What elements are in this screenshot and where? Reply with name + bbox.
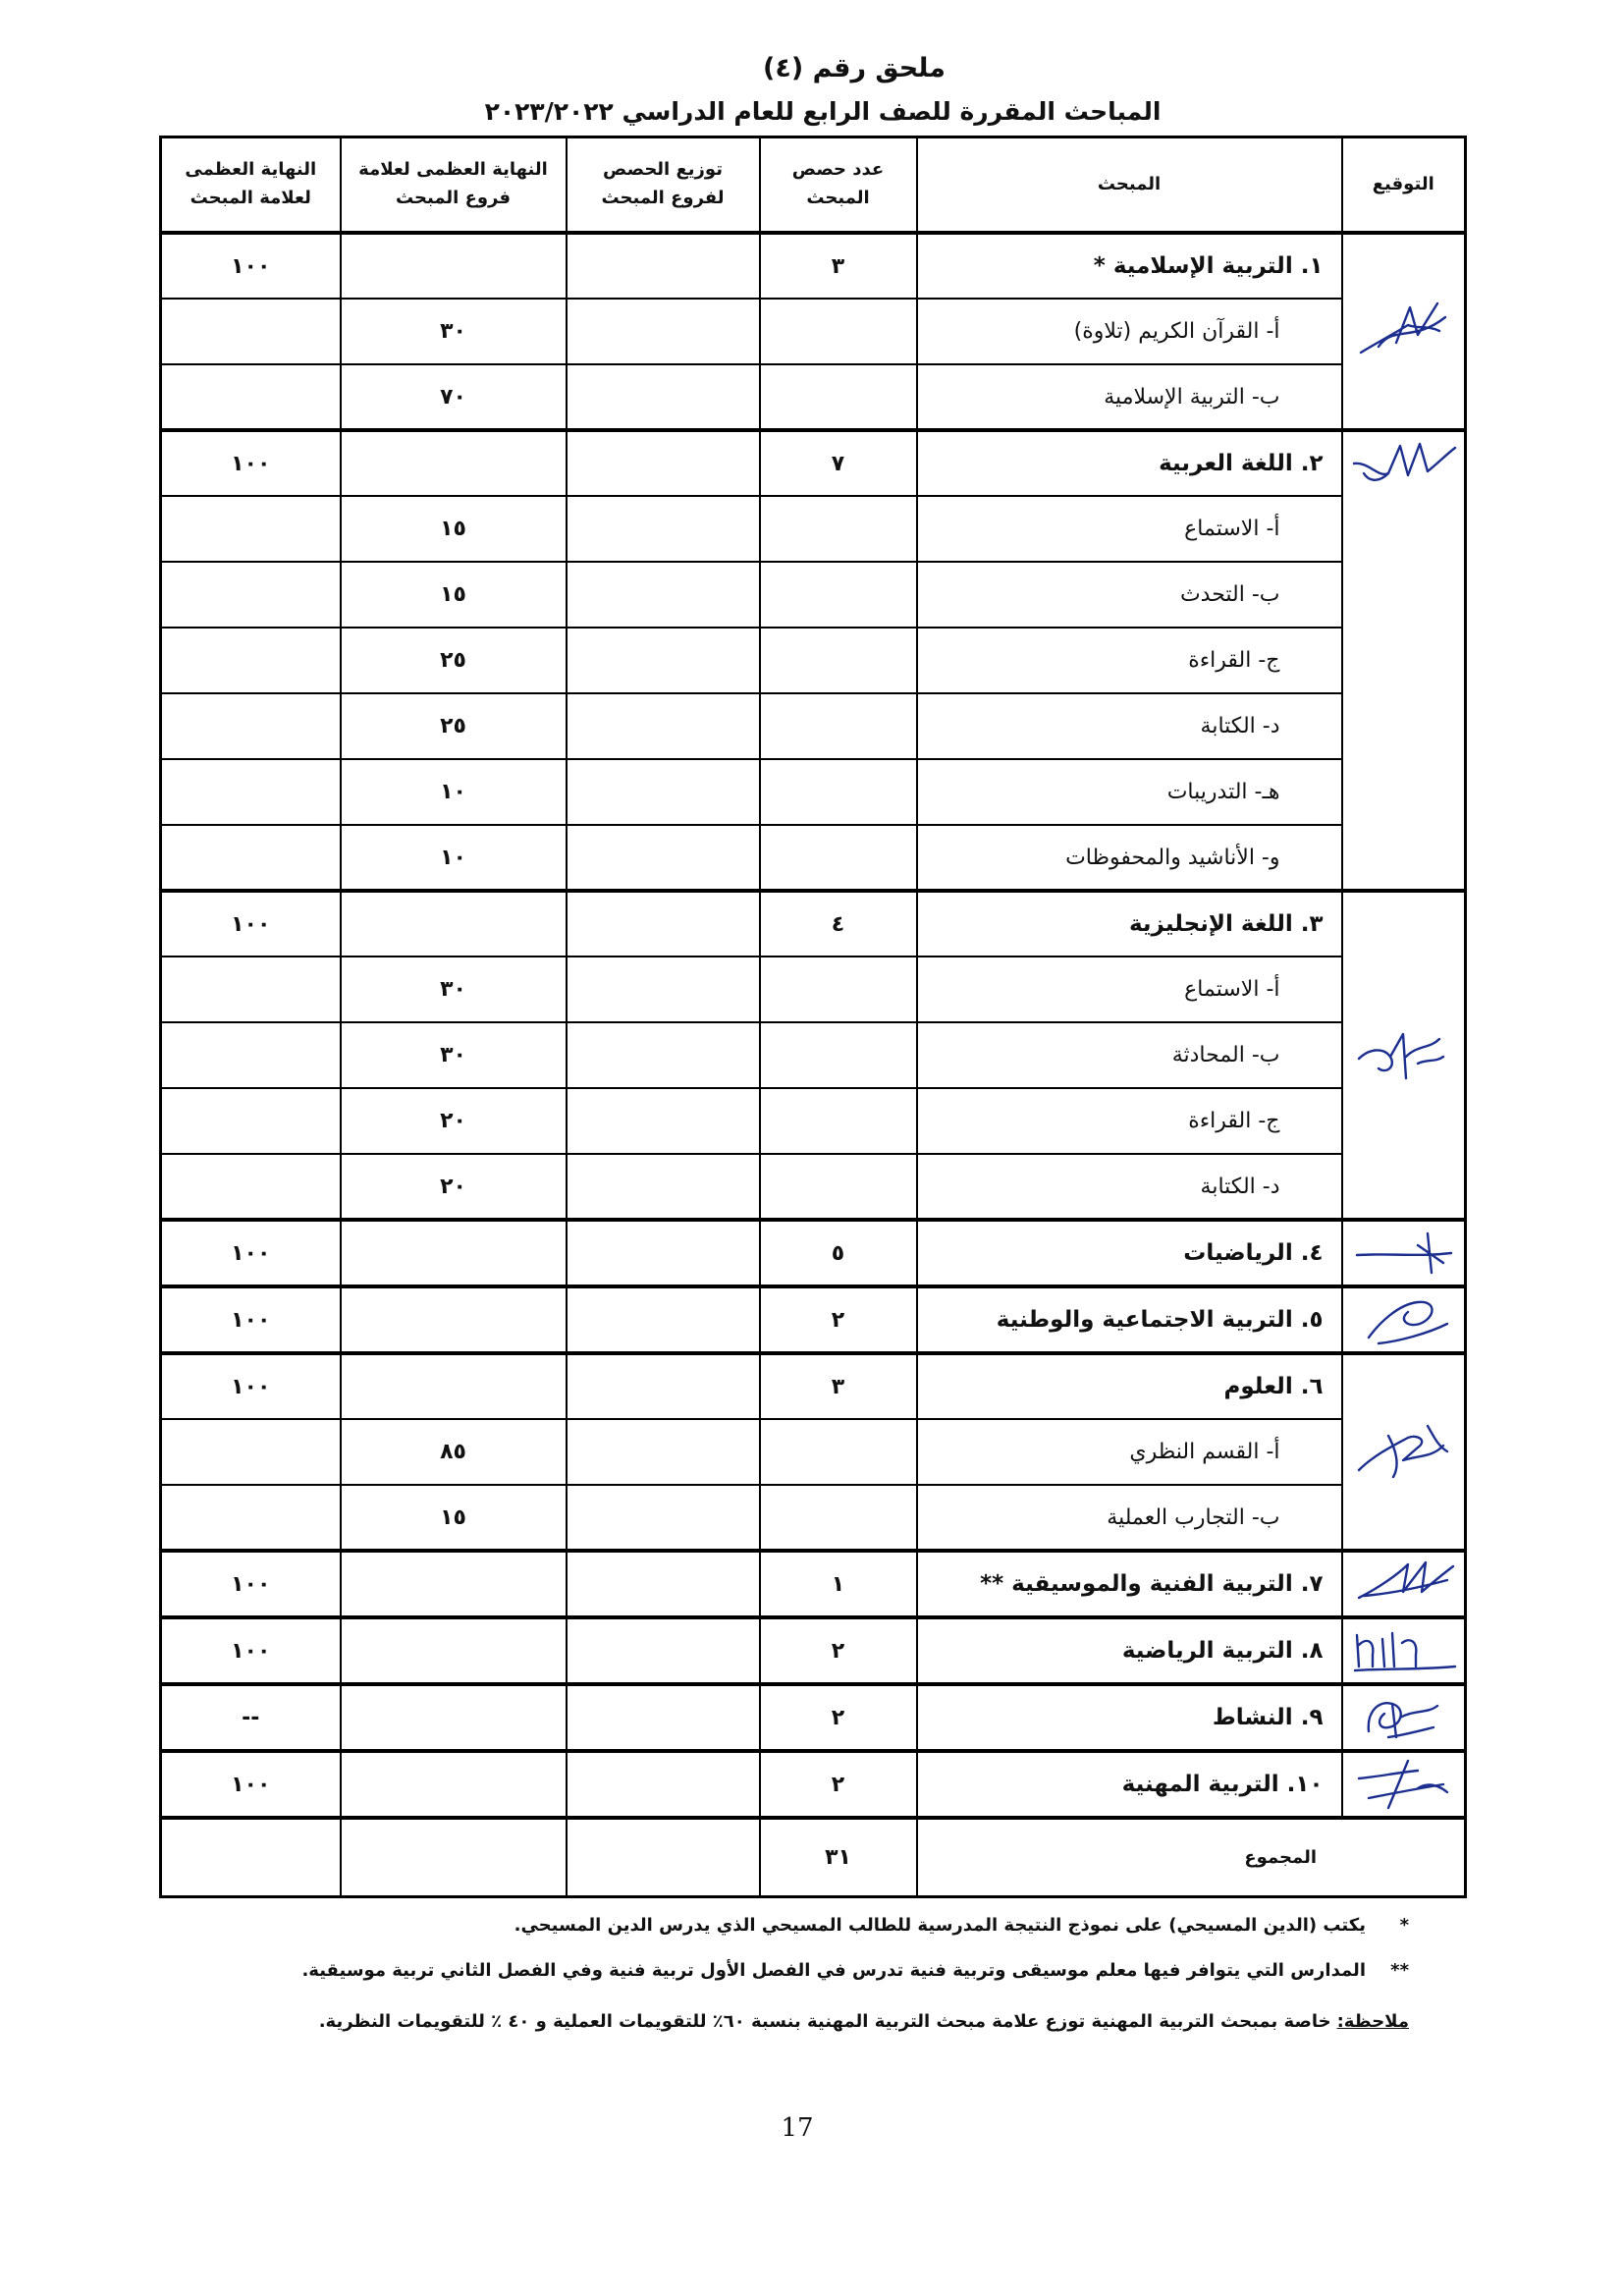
signature-cell: [1342, 1751, 1466, 1818]
signature: [1349, 1288, 1457, 1347]
subject-hours: [760, 1419, 917, 1485]
branch-name: ب- المحادثة: [917, 1022, 1342, 1088]
hours-distribution: [567, 562, 760, 628]
subject-hours: ٤: [760, 891, 917, 957]
branch-max-mark: ١٠: [341, 825, 567, 891]
subject-hours: [760, 759, 917, 825]
subject-hours: [760, 957, 917, 1022]
branch-max-mark: ٢٠: [341, 1154, 567, 1220]
signature-cell: [1342, 1617, 1466, 1684]
subject-max-mark: [161, 496, 341, 562]
subject-row: [161, 430, 1466, 496]
hours-distribution: [567, 1684, 760, 1751]
subject-hours: [760, 1088, 917, 1154]
branch-max-mark: [341, 1751, 567, 1818]
branch-max-mark: ٢٠: [341, 1088, 567, 1154]
signature: [1349, 1416, 1457, 1485]
branch-max-mark: ١٥: [341, 1485, 567, 1551]
subject-hours: ٢: [760, 1684, 917, 1751]
subject-row: [161, 1684, 1466, 1751]
hours-distribution: [567, 299, 760, 364]
header-hours: عدد حصص المبحث: [760, 137, 917, 234]
branch-name: د- الكتابة: [917, 693, 1342, 759]
signature: [1349, 1619, 1457, 1678]
branch-row: [161, 1419, 1466, 1485]
hours-distribution: [567, 1088, 760, 1154]
subject-row: [161, 891, 1466, 957]
branch-name: أ- القرآن الكريم (تلاوة): [917, 299, 1342, 364]
branch-max-mark: [341, 430, 567, 496]
subject-max-mark: [161, 759, 341, 825]
branch-max-mark: [341, 891, 567, 957]
branch-row: [161, 1022, 1466, 1088]
subject-row: [161, 1751, 1466, 1818]
hours-distribution: [567, 628, 760, 693]
signature-cell: [1342, 1353, 1466, 1551]
branch-max-mark: ٣٠: [341, 299, 567, 364]
subject-max-mark: [161, 693, 341, 759]
subject-row: [161, 1551, 1466, 1617]
branch-max-mark: ٢٥: [341, 693, 567, 759]
subject-hours: [760, 1485, 917, 1551]
subject-name: ٨. التربية الرياضية: [917, 1617, 1342, 1684]
branch-max-mark: ١٠: [341, 759, 567, 825]
branch-row: [161, 825, 1466, 891]
branch-max-mark: ١٥: [341, 496, 567, 562]
hours-distribution: [567, 1286, 760, 1353]
footnote-text: المدارس التي يتوافر فيها معلم موسيقى وتربية فنية تدرس في الفصل الأول تربية فنية وفي الفصل الثاني تربية موسيقية.: [301, 1960, 1366, 1981]
page-subtitle: المباحث المقررة للصف الرابع للعام الدراسي ٢٠٢٣/٢٠٢٢: [484, 97, 1162, 126]
subject-max-mark: ١٠٠: [161, 1220, 341, 1286]
branch-row: [161, 1485, 1466, 1551]
branch-max-mark: ١٥: [341, 562, 567, 628]
signature: [1349, 296, 1457, 364]
branch-max-mark: [341, 1684, 567, 1751]
branch-max-mark: [341, 1353, 567, 1419]
subject-hours: [760, 299, 917, 364]
signature: [1349, 1686, 1457, 1745]
branch-row: [161, 562, 1466, 628]
branch-row: [161, 957, 1466, 1022]
subject-name: ١. التربية الإسلامية *: [917, 233, 1342, 299]
branch-max-mark: [341, 1286, 567, 1353]
subject-name: ٢. اللغة العربية: [917, 430, 1342, 496]
branch-name: ب- التجارب العملية: [917, 1485, 1342, 1551]
header-signature: التوقيع: [1342, 137, 1466, 234]
subject-max-mark: ١٠٠: [161, 1751, 341, 1818]
hours-distribution: [567, 1751, 760, 1818]
branch-max-mark: ٢٥: [341, 628, 567, 693]
annex-title: ملحق رقم (٤): [763, 53, 946, 83]
header-row: [161, 137, 1466, 234]
hours-distribution: [567, 364, 760, 430]
hours-distribution: [567, 430, 760, 496]
subject-row: [161, 1617, 1466, 1684]
subject-max-mark: ١٠٠: [161, 1286, 341, 1353]
remark-label: ملاحظة:: [1336, 2011, 1409, 2032]
hours-distribution: [567, 1551, 760, 1617]
footnote-marker: *: [1399, 1915, 1409, 1936]
hours-distribution: [567, 759, 760, 825]
footnote-marker: **: [1390, 1960, 1409, 1981]
signature: [1349, 1753, 1457, 1812]
subject-max-mark: ١٠٠: [161, 430, 341, 496]
branch-max-mark: ٧٠: [341, 364, 567, 430]
hours-distribution: [567, 1220, 760, 1286]
signature-cell: [1342, 1286, 1466, 1353]
subject-hours: [760, 628, 917, 693]
hours-distribution: [567, 1485, 760, 1551]
hours-distribution: [567, 693, 760, 759]
branch-row: [161, 759, 1466, 825]
remark-text: خاصة بمبحث التربية المهنية توزع علامة مبحث التربية المهنية بنسبة ٦٠٪ للتقويمات العملية و ٤٠ ٪ للتقويمات النظرية.: [318, 2011, 1331, 2032]
hours-distribution: [567, 891, 760, 957]
subject-name: ٤. الرياضيات: [917, 1220, 1342, 1286]
subject-name: ٥. التربية الاجتماعية والوطنية: [917, 1286, 1342, 1353]
signature-cell: [1342, 891, 1466, 1220]
subject-max-mark: ١٠٠: [161, 233, 341, 299]
hours-distribution: [567, 1353, 760, 1419]
signature-cell: [1342, 1684, 1466, 1751]
branch-name: ج- القراءة: [917, 628, 1342, 693]
subject-hours: ٢: [760, 1617, 917, 1684]
subject-hours: [760, 693, 917, 759]
subject-max-mark: --: [161, 1684, 341, 1751]
footnote-art-music: [133, 1956, 1409, 1986]
subject-name: ٦. العلوم: [917, 1353, 1342, 1419]
hours-distribution: [567, 825, 760, 891]
subject-hours: ١: [760, 1551, 917, 1617]
branch-name: أ- الاستماع: [917, 496, 1342, 562]
subject-max-mark: [161, 364, 341, 430]
subject-max-mark: [161, 299, 341, 364]
subject-max-mark: [161, 628, 341, 693]
subjects-table: [159, 136, 1467, 1898]
signature: [1349, 434, 1457, 497]
subject-max-mark: [161, 1088, 341, 1154]
hours-distribution: [567, 957, 760, 1022]
hours-distribution: [567, 1617, 760, 1684]
signature: [1349, 1019, 1457, 1088]
signature-cell: [1342, 430, 1466, 891]
subject-hours: [760, 496, 917, 562]
footnote-text: يكتب (الدين المسيحي) على نموذج النتيجة المدرسية للطالب المسيحي الذي يدرس الدين المسيحي.: [514, 1915, 1366, 1936]
hours-distribution: [567, 496, 760, 562]
subject-hours: ٢: [760, 1286, 917, 1353]
subject-max-mark: ١٠٠: [161, 891, 341, 957]
subject-max-mark: [161, 1419, 341, 1485]
header-distribution: توزيع الحصص لفروع المبحث: [567, 137, 760, 234]
branch-max-mark: ٨٥: [341, 1419, 567, 1485]
branch-name: ب- التحدث: [917, 562, 1342, 628]
subject-hours: [760, 1154, 917, 1220]
branch-row: [161, 1088, 1466, 1154]
subject-hours: [760, 364, 917, 430]
branch-name: أ- القسم النظري: [917, 1419, 1342, 1485]
signature: [1349, 1553, 1457, 1612]
signature-cell: [1342, 233, 1466, 430]
branch-max-mark: ٣٠: [341, 957, 567, 1022]
branch-row: [161, 1154, 1466, 1220]
branch-max-mark: ٣٠: [341, 1022, 567, 1088]
signature-cell: [1342, 1220, 1466, 1286]
signature-cell: [1342, 1551, 1466, 1617]
signature: [1349, 1222, 1457, 1281]
footnote-christian-religion: [133, 1911, 1409, 1941]
branch-name: هـ- التدريبات: [917, 759, 1342, 825]
branch-max-mark: [341, 1617, 567, 1684]
subject-hours: ٣: [760, 1353, 917, 1419]
branch-name: ج- القراءة: [917, 1088, 1342, 1154]
hours-distribution: [567, 1818, 760, 1896]
subject-hours: [760, 1022, 917, 1088]
subject-max-mark: [161, 1485, 341, 1551]
hours-distribution: [567, 233, 760, 299]
branch-row: [161, 496, 1466, 562]
subject-row: [161, 1286, 1466, 1353]
subject-hours: ٧: [760, 430, 917, 496]
branch-name: ب- التربية الإسلامية: [917, 364, 1342, 430]
subject-row: [161, 1220, 1466, 1286]
remark-vocational: [133, 2007, 1409, 2037]
header-subject-max: النهاية العظمى لعلامة المبحث: [161, 137, 341, 234]
branch-name: د- الكتابة: [917, 1154, 1342, 1220]
hours-distribution: [567, 1154, 760, 1220]
subject-row: [161, 1353, 1466, 1419]
page-number: 17: [781, 2113, 814, 2143]
subject-max-mark: ١٠٠: [161, 1353, 341, 1419]
header-subject: المبحث: [917, 137, 1342, 234]
total-row: [161, 1818, 1466, 1896]
branch-max-mark: [341, 1551, 567, 1617]
subject-max-mark: [161, 1022, 341, 1088]
branch-row: [161, 693, 1466, 759]
hours-distribution: [567, 1419, 760, 1485]
subject-row: [161, 233, 1466, 299]
subject-hours: [760, 825, 917, 891]
subject-hours: [760, 562, 917, 628]
subject-hours: ٢: [760, 1751, 917, 1818]
branch-row: [161, 364, 1466, 430]
subject-name: ١٠. التربية المهنية: [917, 1751, 1342, 1818]
subject-max-mark: [161, 562, 341, 628]
subject-max-mark: [161, 1818, 341, 1896]
header-branch-max: النهاية العظمى لعلامة فروع المبحث: [341, 137, 567, 234]
subject-max-mark: [161, 825, 341, 891]
branch-row: [161, 299, 1466, 364]
total-hours: ٣١: [760, 1818, 917, 1896]
branch-row: [161, 628, 1466, 693]
subject-hours: ٥: [760, 1220, 917, 1286]
subject-max-mark: [161, 957, 341, 1022]
branch-name: أ- الاستماع: [917, 957, 1342, 1022]
branch-name: و- الأناشيد والمحفوظات: [917, 825, 1342, 891]
subject-hours: ٣: [760, 233, 917, 299]
subject-max-mark: ١٠٠: [161, 1551, 341, 1617]
branch-max-mark: [341, 1220, 567, 1286]
total-label: المجموع: [917, 1818, 1466, 1896]
subject-name: ٩. النشاط: [917, 1684, 1342, 1751]
branch-max-mark: [341, 1818, 567, 1896]
subject-name: ٣. اللغة الإنجليزية: [917, 891, 1342, 957]
subject-max-mark: [161, 1154, 341, 1220]
subject-max-mark: ١٠٠: [161, 1617, 341, 1684]
subject-name: ٧. التربية الفنية والموسيقية **: [917, 1551, 1342, 1617]
hours-distribution: [567, 1022, 760, 1088]
branch-max-mark: [341, 233, 567, 299]
